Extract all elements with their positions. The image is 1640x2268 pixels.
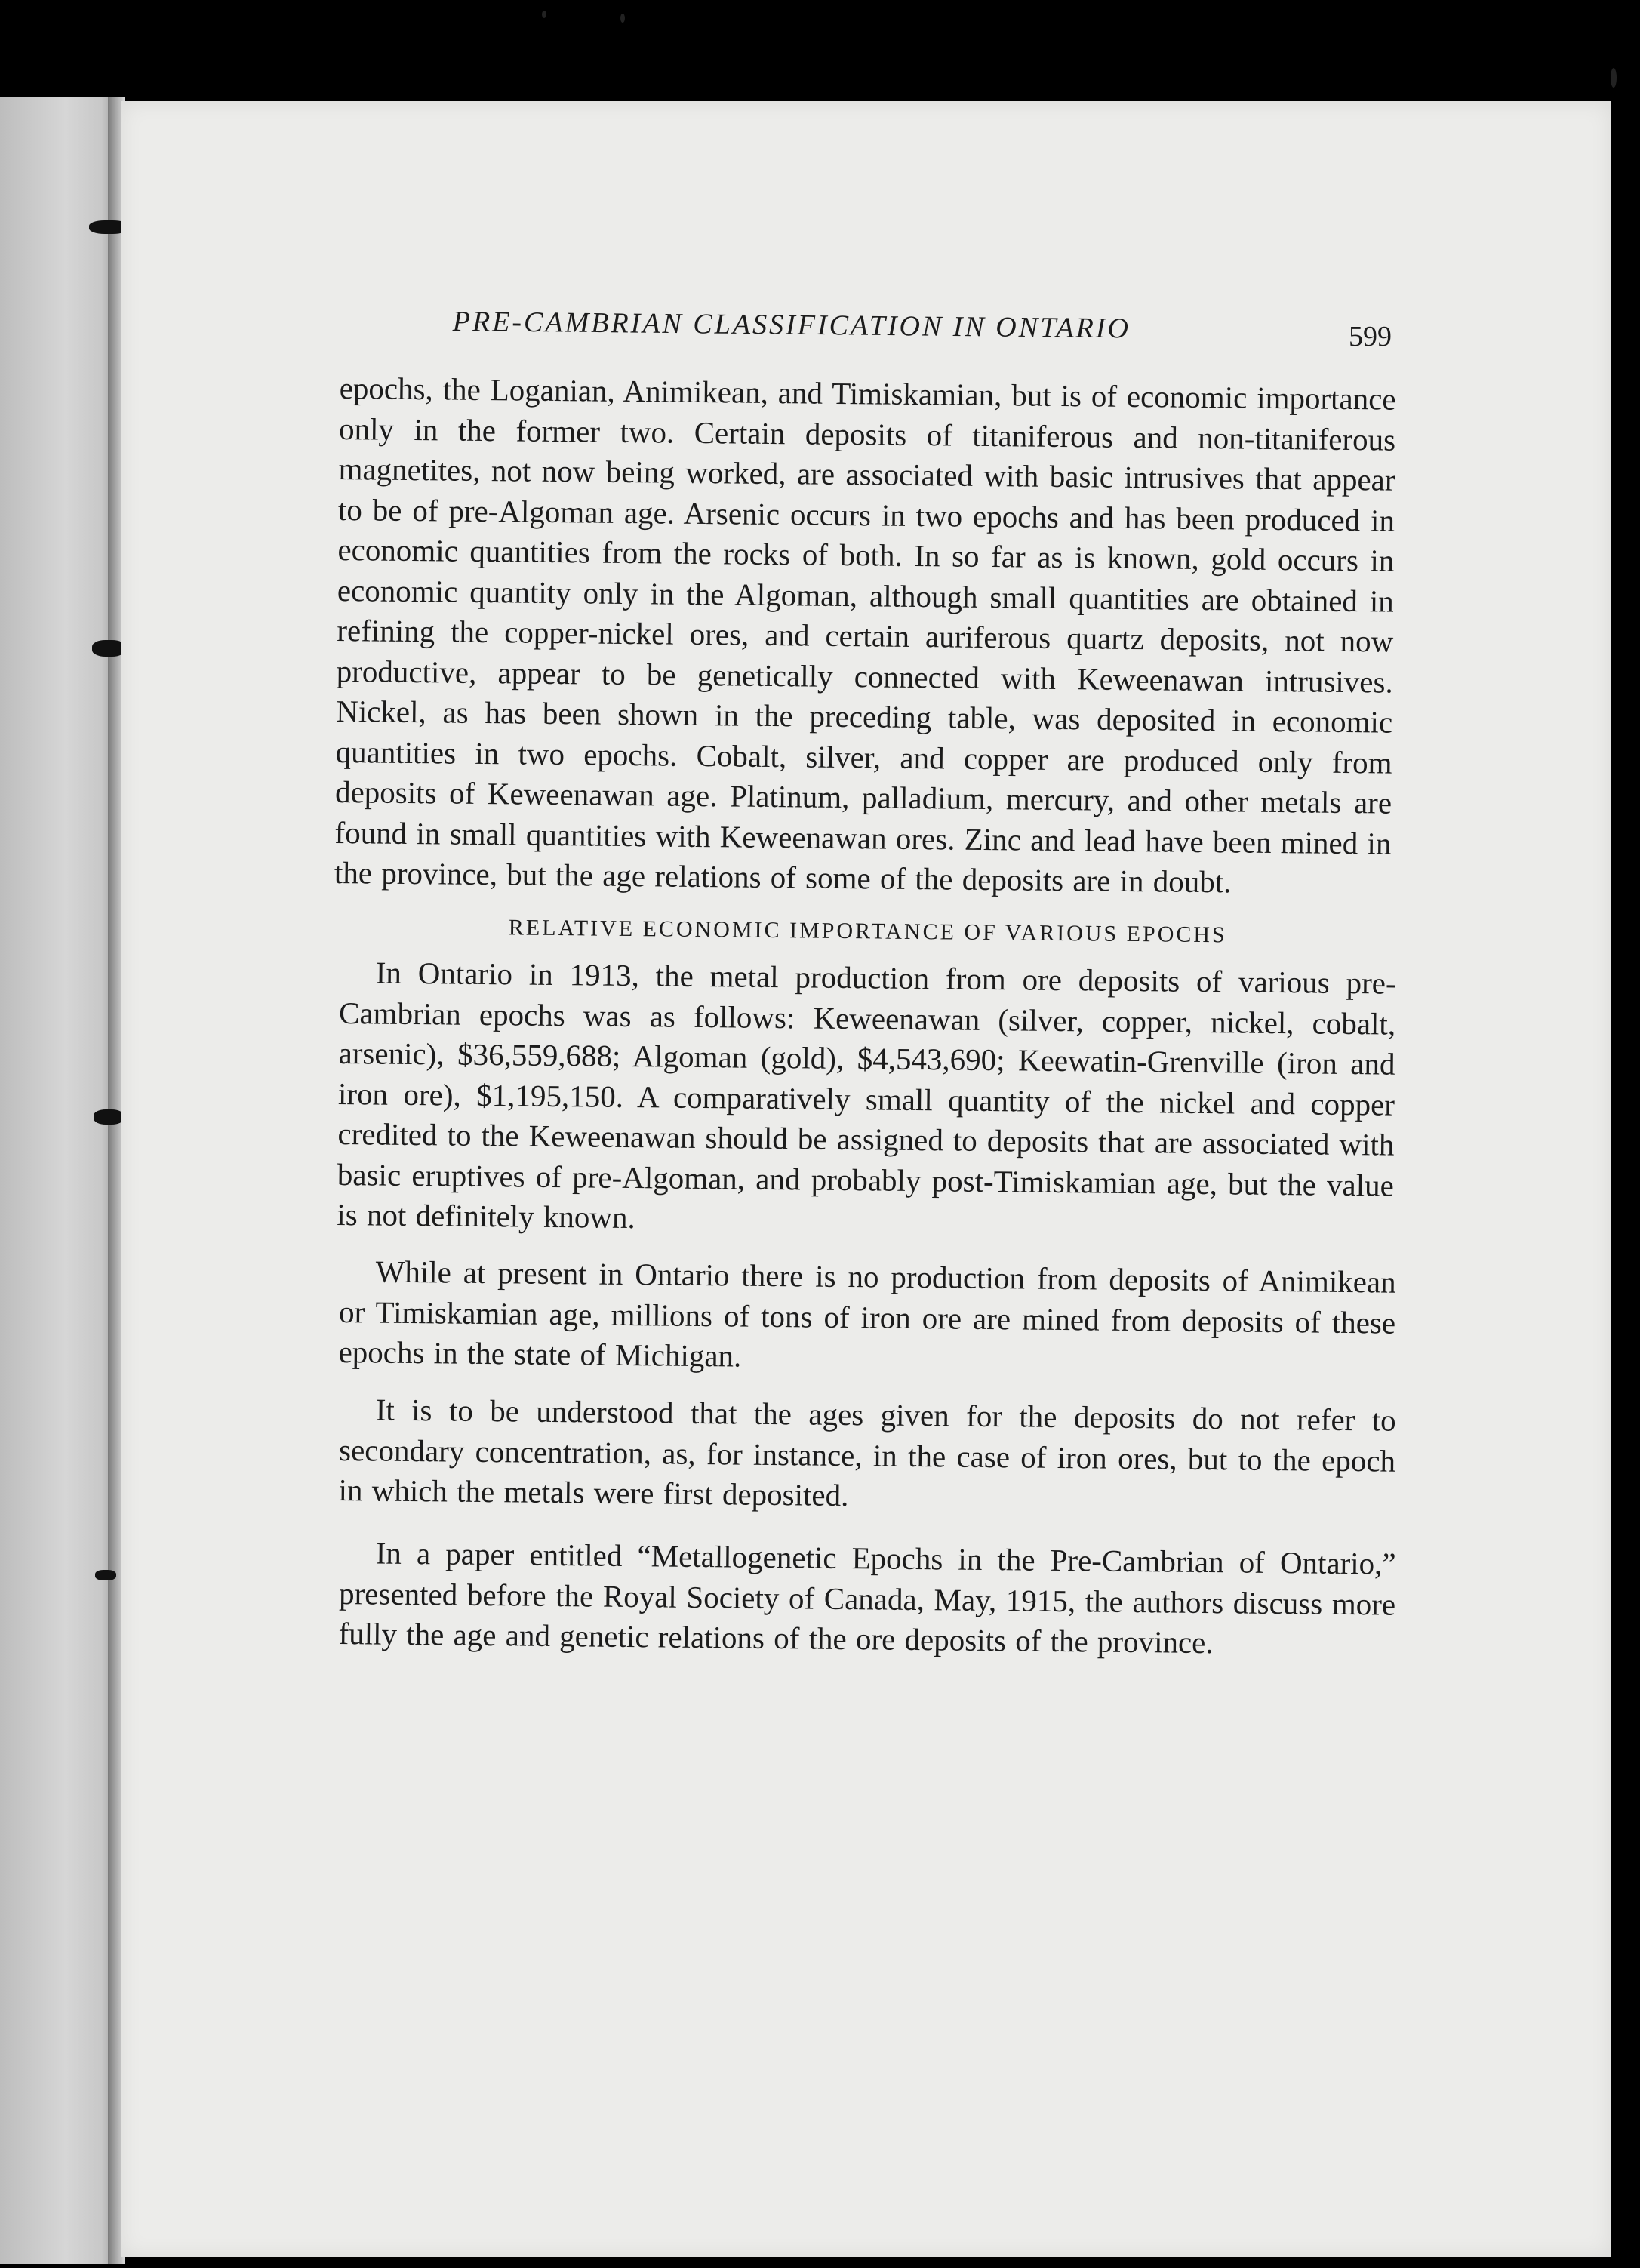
page-content bbox=[334, 305, 1396, 1660]
body-paragraph: It is to be understood that the ages given for the deposits do not refer to secondary concentration, as, for instance, in the case of iron ores, but to the epoch in which the metals were first deposited. bbox=[338, 1392, 1396, 1513]
book-page bbox=[121, 101, 1611, 2257]
running-head bbox=[340, 305, 1396, 365]
section-heading: RELATIVE ECONOMIC IMPORTANCE OF VARIOUS EPOCHS bbox=[508, 914, 1227, 947]
facing-page-edge bbox=[0, 97, 119, 2264]
scan-speck bbox=[542, 11, 546, 18]
page-number: 599 bbox=[1349, 321, 1392, 352]
body-paragraph: In a paper entitled “Metallogenetic Epochs in the Pre-Cambrian of Ontario,” presented before the Royal Society of Canada, May, 1915, the authors discuss more fully the age and genetic relations of the ore deposits of the province. bbox=[338, 1535, 1396, 1660]
body-paragraph: In Ontario in 1913, the metal production from ore deposits of various pre-Cambrian epochs was as follows: Keweenawan (silver, copper, nickel, cobalt, arsenic), $36,559,688; Algoman (gold), $4,543,690; Keewatin-Grenville (iron and iron ore), $1,195,150. A comparatively small quantity of the nickel and copper credited to the Keweenawan should be assigned to deposits that are associated with basic eruptives of pre-Algoman, and probably post-Timiskamian age, but the value is not definitely known. bbox=[337, 955, 1396, 1235]
body-paragraph: epochs, the Loganian, Animikean, and Timiskamian, but is of economic importance only in the former two. Certain deposits of titaniferous and non-titaniferous magnetites, not now being worked, are associated with basic intrusives that appear to be of pre-Algoman age. Arsenic occurs in two epochs and has been produced in economic quantities from the rocks of both. In so far as is known, gold occurs in economic quantity only in the Algoman, although small quantities are obtained in refining the copper-nickel ores, and certain auriferous quartz deposits, not now productive, appear to be genetically connected with Keweenawan intrusives. Nickel, as has been shown in the preceding table, was deposited in economic quantities in two epochs. Cobalt, silver, and copper are produced only from deposits of Keweenawan age. Platinum, palladium, mercury, and other metals are found in small quantities with Keweenawan ores. Zinc and lead have been mined in the province, but the age relations of some of the deposits are in doubt. bbox=[334, 370, 1396, 900]
scan-speck bbox=[1611, 68, 1617, 88]
scan-speck bbox=[620, 14, 625, 23]
ink-blot bbox=[94, 1109, 124, 1125]
body-paragraph: While at present in Ontario there is no production from deposits of Animikean or Timiskamian age, millions of tons of iron ore are mined from deposits of these epochs in the state of Michigan. bbox=[338, 1254, 1396, 1374]
running-title: PRE-CAMBRIAN CLASSIFICATION IN ONTARIO bbox=[452, 305, 1131, 345]
ink-blot bbox=[95, 1570, 116, 1580]
